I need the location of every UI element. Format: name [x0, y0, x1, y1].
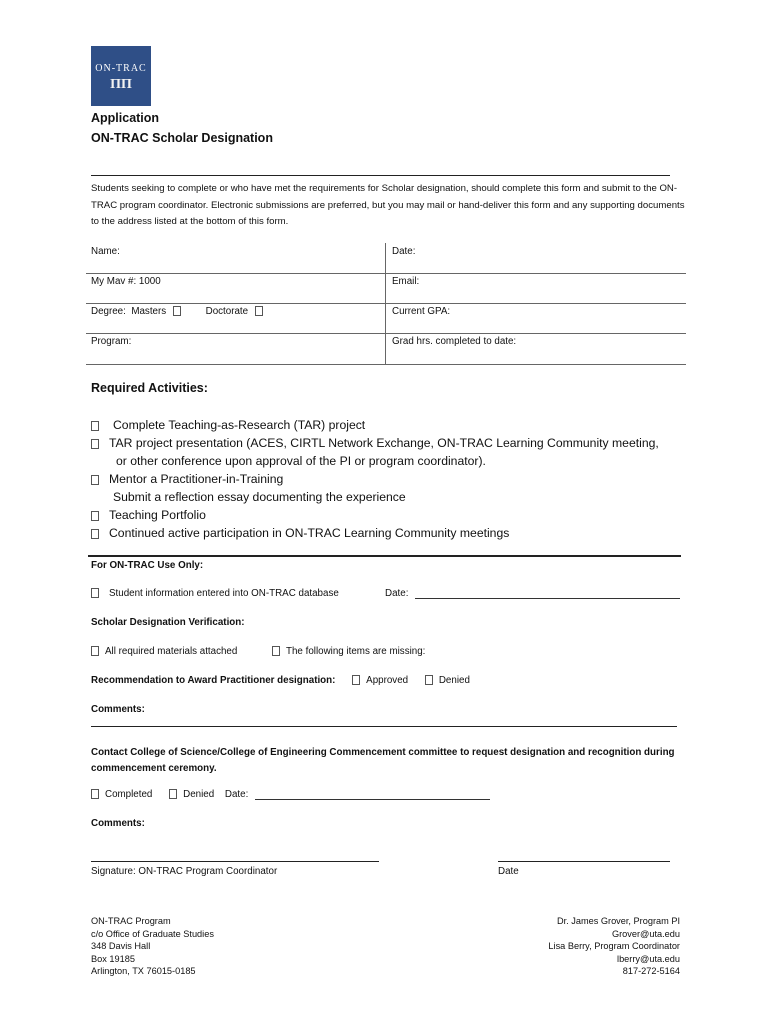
- title-divider: [91, 175, 670, 176]
- footer-address: ON-TRAC Program c/o Office of Graduate Studies 348 Davis Hall Box 19185 Arlington, TX 76015-0185: [91, 916, 214, 976]
- activity-item: TAR project presentation (ACES, CIRTL Network Exchange, ON-TRAC Learning Community meeting,: [91, 436, 659, 450]
- office-use-heading: For ON-TRAC Use Only:: [91, 560, 204, 571]
- activity-checkbox[interactable]: [91, 511, 99, 521]
- office-use-divider: [88, 555, 681, 557]
- grad-hours-field[interactable]: Grad hrs. completed to date:: [392, 336, 517, 347]
- recommendation-row: Recommendation to Award Practitioner designation: Approved Denied: [91, 675, 470, 686]
- activity-checkbox[interactable]: [91, 529, 99, 539]
- activity-item: Mentor a Practitioner-in-Training: [91, 472, 283, 486]
- intro-paragraph: Students seeking to complete or who have met the requirements for Scholar designation, should complete this form and submit to the ON-TRAC program coordinator. Electronic submissions are preferred, but you may mail or hand-deliver this form and any supporting documents to the address listed at the bottom of this form.: [91, 183, 685, 227]
- mav-number-field[interactable]: My Mav #: 1000: [91, 276, 161, 287]
- form-title-line1: Application: [91, 111, 160, 125]
- database-date-field[interactable]: [415, 588, 680, 599]
- all-attached-row: All required materials attached: [91, 646, 237, 657]
- items-missing-row: The following items are missing:: [272, 646, 425, 657]
- masters-checkbox[interactable]: [173, 306, 181, 316]
- signature-date-label: Date: [498, 866, 519, 877]
- all-attached-checkbox[interactable]: [91, 646, 99, 656]
- commencement-date-field[interactable]: [255, 789, 490, 800]
- activity-checkbox[interactable]: [91, 475, 99, 485]
- denied-checkbox[interactable]: [425, 675, 433, 685]
- activity-item-continued: Submit a reflection essay documenting the experience: [113, 490, 406, 504]
- masters-label: Masters: [131, 306, 167, 317]
- items-missing-checkbox[interactable]: [272, 646, 280, 656]
- field-row-divider: [86, 333, 686, 334]
- database-date-label: Date:: [385, 588, 409, 599]
- activity-item: Teaching Portfolio: [91, 508, 206, 522]
- logo-text: ON-TRAC: [95, 63, 147, 74]
- comments-label: Comments:: [91, 704, 145, 715]
- denied-commencement-checkbox[interactable]: [169, 789, 177, 799]
- commencement-instruction: Contact College of Science/College of Engineering Commencement committee to request designation and recognition during commencement ceremony.: [91, 747, 675, 774]
- activity-item: Continued active participation in ON-TRAC Learning Community meetings: [91, 526, 509, 540]
- recommendation-label: Recommendation to Award Practitioner designation:: [91, 675, 336, 686]
- completed-checkbox[interactable]: [91, 789, 99, 799]
- logo-columns-icon: ΠΠ: [110, 77, 132, 92]
- signature-line[interactable]: [91, 861, 379, 862]
- degree-label: Degree:: [91, 306, 126, 317]
- comments-line[interactable]: [91, 726, 677, 727]
- gpa-field[interactable]: Current GPA:: [392, 306, 451, 317]
- pi-email-link[interactable]: Grover@uta.edu: [611, 928, 680, 939]
- doctorate-label: Doctorate: [205, 306, 249, 317]
- signature-date-line[interactable]: [498, 861, 670, 862]
- activity-checkbox[interactable]: [91, 439, 99, 449]
- activity-item-continued: or other conference upon approval of the PI or program coordinator).: [116, 454, 486, 468]
- field-row-divider: [86, 303, 686, 304]
- degree-row: [91, 306, 269, 317]
- footer-contacts: Dr. James Grover, Program PI Grover@uta.edu Lisa Berry, Program Coordinator lberry@uta.edu 817-272-5164: [420, 915, 680, 978]
- email-field[interactable]: Email:: [392, 276, 420, 287]
- form-title-line2: ON-TRAC Scholar Designation: [91, 131, 273, 145]
- commencement-date-label: Date:: [224, 789, 249, 800]
- database-entered-checkbox[interactable]: [91, 588, 99, 598]
- comments-label-2: Comments:: [91, 818, 145, 829]
- field-row-divider: [86, 364, 686, 365]
- commencement-status-row: Completed Denied Date:: [91, 789, 490, 800]
- activity-item: Complete Teaching-as-Research (TAR) project: [91, 418, 365, 432]
- signature-label: Signature: ON-TRAC Program Coordinator: [91, 866, 278, 877]
- doctorate-checkbox[interactable]: [255, 306, 263, 316]
- name-field[interactable]: Name:: [91, 246, 120, 257]
- verification-heading: Scholar Designation Verification:: [91, 617, 245, 628]
- coordinator-email-link[interactable]: lberry@uta.edu: [617, 953, 680, 964]
- field-row-divider: [86, 273, 686, 274]
- approved-checkbox[interactable]: [352, 675, 360, 685]
- database-entered-row: Student information entered into ON-TRAC database: [91, 588, 339, 599]
- activity-checkbox[interactable]: [91, 421, 99, 431]
- database-date-row: [385, 588, 680, 599]
- required-activities-heading: Required Activities:: [91, 381, 208, 395]
- on-trac-logo: [91, 46, 151, 106]
- date-field[interactable]: Date:: [392, 246, 416, 257]
- program-field[interactable]: Program:: [91, 336, 132, 347]
